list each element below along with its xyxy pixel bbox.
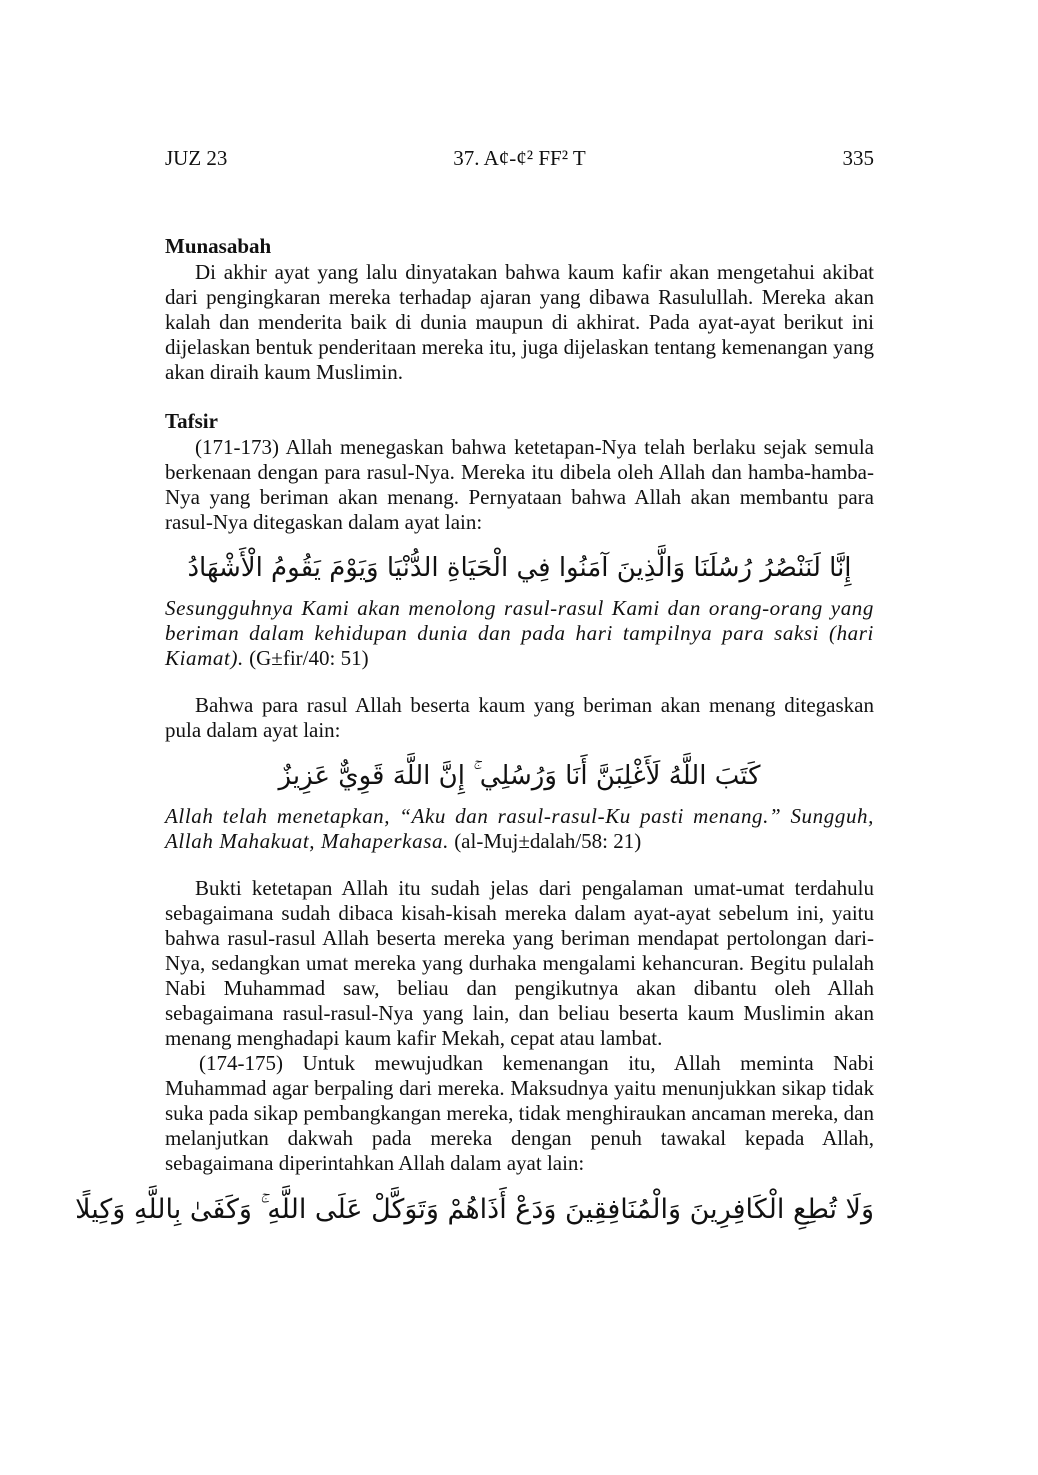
verse-1-reference: (G±fir/40: 51) (249, 646, 369, 670)
arabic-verse-1: إِنَّا لَنَنْصُرُ رُسُلَنَا وَالَّذِينَ آمَنُوا فِي الْحَيَاةِ الدُّنْيَا وَيَوْمَ يَقُومُ الْأَشْهَادُ (187, 553, 852, 583)
tafsir-heading: Tafsir (165, 409, 218, 433)
juz-label: JUZ 23 (165, 146, 228, 170)
verse-2-translation (165, 804, 874, 854)
surah-title: 37. A¢-¢² FF² T (453, 146, 586, 170)
arabic-verse-3: وَلَا تُطِعِ الْكَافِرِينَ وَالْمُنَافِقِينَ وَدَعْ أَذَاهُمْ وَتَوَكَّلْ عَلَى اللَّهِ ۚ وَكَفَىٰ بِاللَّهِ وَكِيلًا (75, 1194, 874, 1225)
munasabah-heading: Munasabah (165, 234, 272, 258)
page-number: 335 (842, 146, 874, 170)
munasabah-paragraph: Di akhir ayat yang lalu dinyatakan bahwa kaum kafir akan mengetahui akibat dari pengingkaran mereka terhadap ajaran yang dibawa Rasulullah. Mereka akan kalah dan menderita baik di dunia maupun di akhirat. Pada ayat-ayat berikut ini dijelaskan bentuk penderitaan mereka itu, juga dijelaskan tentang kemenangan yang akan diraih kaum Muslimin. (165, 260, 874, 384)
tafsir-paragraph-3: Bukti ketetapan Allah itu sudah jelas dari pengalaman umat-umat terdahulu sebagaimana sudah dibaca kisah-kisah mereka dalam ayat-ayat sebelum ini, yaitu bahwa rasul-rasul Allah beserta mereka yang beriman mendapat pertolongan dari-Nya, sedangkan umat mereka yang durhaka mengalami kehancuran. Begitu pulalah Nabi Muhammad saw, beliau dan pengikutnya akan dibantu oleh Allah sebagaimana rasul-rasul-Nya yang lain, dan beliau beserta kaum Muslimin akan menang menghadapi kaum kafir Mekah, cepat atau lambat. (165, 876, 874, 1050)
verse-1-translation (165, 596, 874, 671)
verse-2-reference: (al-Muj±dalah/58: 21) (454, 829, 642, 853)
verse-1-translation-text: Sesungguhnya Kami akan menolong rasul-rasul Kami dan orang-orang yang beriman dalam kehidupan dunia dan pada hari tampilnya para saksi (hari Kiamat). (165, 596, 874, 670)
tafsir-paragraph-4: (174-175) Untuk mewujudkan kemenangan itu, Allah meminta Nabi Muhammad agar berpaling dari mereka. Maksudnya yaitu menunjukkan sikap tidak suka pada sikap pembangkangan mereka, tidak menghiraukan ancaman mereka, dan melanjutkan dakwah pada mereka dengan penuh tawakal kepada Allah, sebagaimana diperintahkan Allah dalam ayat lain: (165, 1051, 874, 1175)
page-content (75, 233, 874, 1230)
tafsir-paragraph-2: Bahwa para rasul Allah beserta kaum yang beriman akan menang ditegaskan pula dalam ayat lain: (165, 693, 874, 742)
verse-2-translation-text: Allah telah menetapkan, “Aku dan rasul-rasul-Ku pasti menang.” Sungguh, Allah Mahakuat, Mahaperkasa. (165, 804, 874, 853)
page-header (165, 146, 874, 174)
arabic-verse-2: كَتَبَ اللَّهُ لَأَغْلِبَنَّ أَنَا وَرُسُلِي ۚ إِنَّ اللَّهَ قَوِيٌّ عَزِيزٌ (278, 761, 761, 791)
tafsir-paragraph-1: (171-173) Allah menegaskan bahwa ketetapan-Nya telah berlaku sejak semula berkenaan dengan para rasul-Nya. Mereka itu dibela oleh Allah dan hamba-hamba-Nya yang beriman akan menang. Pernyataan bahwa Allah akan membantu para rasul-Nya ditegaskan dalam ayat lain: (165, 435, 874, 534)
